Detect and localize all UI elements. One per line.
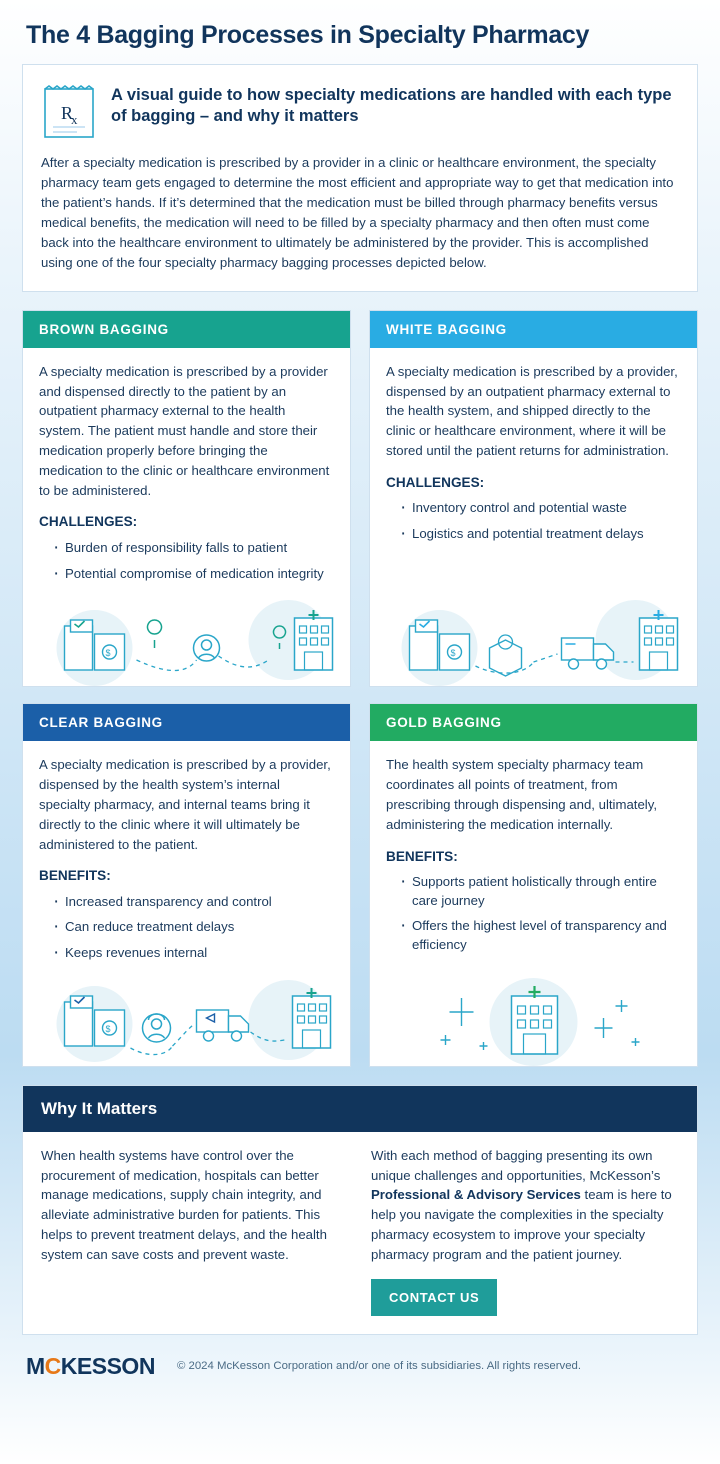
- card-white-bagging: [369, 310, 698, 687]
- why-it-matters-title: Why It Matters: [23, 1086, 697, 1132]
- why-it-matters-card: [22, 1085, 698, 1335]
- logo-rest: KESSON: [60, 1352, 155, 1379]
- card-white-description: A specialty medication is prescribed by a provider, dispensed by an outpatient pharmacy external to the health system, and shipped directly to the clinic or healthcare environment, where it will be stored until the patient returns for administration.: [386, 363, 678, 459]
- pharmacy-patient-hospital-illustration: [23, 590, 350, 686]
- list-item: · Inventory control and potential waste: [402, 499, 681, 518]
- card-gold-list-label: BENEFITS:: [386, 848, 458, 864]
- card-gold-list: [386, 873, 681, 955]
- svg-text:R: R: [61, 102, 74, 123]
- why-right-column: [371, 1146, 679, 1316]
- list-item: · Supports patient holistically through entire care journey: [402, 873, 681, 910]
- why-left-text: When health systems have control over the procurement of medication, hospitals can better manage medications, supply chain integrity, and alleviate administrative burden for patients. This helps to prevent treatment delays, and the health system can save costs and prevent waste.: [41, 1147, 327, 1262]
- card-white-title: WHITE BAGGING: [370, 311, 697, 348]
- why-it-matters-columns: [23, 1132, 697, 1334]
- pharmacy-staff-truck-hospital-illustration: [23, 970, 350, 1066]
- card-clear-title: CLEAR BAGGING: [23, 704, 350, 741]
- list-item: · Potential compromise of medication integrity: [55, 565, 334, 584]
- hospital-sparkles-illustration: [370, 970, 697, 1066]
- card-gold-title: GOLD BAGGING: [370, 704, 697, 741]
- list-item: · Can reduce treatment delays: [55, 918, 334, 937]
- card-brown-list-label: CHALLENGES:: [39, 514, 138, 530]
- card-gold-bagging: [369, 703, 698, 1067]
- list-item: · Increased transparency and control: [55, 893, 334, 912]
- card-clear-bagging: [22, 703, 351, 1067]
- why-right-text-post: team is here to help you navigate the complexities in the specialty pharmacy ecosystem to improve your specialty pharmacy program and the patient journey.: [371, 1187, 672, 1262]
- card-white-list: [386, 499, 681, 543]
- card-brown-title: BROWN BAGGING: [23, 311, 350, 348]
- card-brown-body: [23, 348, 350, 590]
- pharmacy-truck-hospital-illustration: [370, 590, 697, 686]
- rx-prescription-icon: [41, 83, 97, 141]
- bagging-cards-grid: [22, 310, 698, 1067]
- card-brown-list: [39, 539, 334, 583]
- card-gold-body: [370, 741, 697, 962]
- list-item: · Logistics and potential treatment delays: [402, 525, 681, 544]
- intro-header: [41, 81, 679, 141]
- footer: [22, 1335, 698, 1394]
- list-item: · Keeps revenues internal: [55, 944, 334, 963]
- intro-card: [22, 64, 698, 292]
- why-right-text-bold: Professional & Advisory Services: [371, 1187, 581, 1203]
- why-right-text-pre: With each method of bagging presenting its own unique challenges and opportunities, McKesson’s: [371, 1147, 661, 1183]
- card-gold-description: The health system specialty pharmacy team coordinates all points of treatment, from prescribing through dispensing and, ultimately, administering the medication internally.: [386, 757, 657, 832]
- card-clear-description: A specialty medication is prescribed by a provider, dispensed by the health system’s internal specialty pharmacy, and internal teams bring it directly to the clinic where it will ultimately be administered to the patient.: [39, 757, 331, 852]
- card-clear-list-label: BENEFITS:: [39, 868, 111, 884]
- svg-text:$: $: [105, 1023, 111, 1034]
- logo-c: C: [44, 1352, 61, 1379]
- mckesson-logo: [26, 1353, 155, 1380]
- logo-m: M: [26, 1352, 45, 1379]
- card-white-list-label: CHALLENGES:: [386, 474, 485, 490]
- svg-text:x: x: [71, 111, 78, 127]
- card-brown-bagging: [22, 310, 351, 687]
- page-title: The 4 Bagging Processes in Specialty Pharmacy: [26, 21, 590, 49]
- svg-text:$: $: [450, 648, 456, 659]
- card-brown-description: A specialty medication is prescribed by a provider and dispensed directly to the patient by an outpatient pharmacy external to the health system. The patient must handle and store their medication properly before bringing the medication to the clinic or healthcare environment to be administered.: [39, 363, 330, 498]
- list-item: · Burden of responsibility falls to patient: [55, 539, 334, 558]
- card-white-body: [370, 348, 697, 551]
- list-item: · Offers the highest level of transparency and efficiency: [402, 917, 681, 954]
- card-clear-list: [39, 893, 334, 963]
- svg-text:$: $: [105, 648, 111, 659]
- card-clear-body: [23, 741, 350, 970]
- intro-headline: A visual guide to how specialty medications are handled with each type of bagging – and why it matters: [111, 85, 672, 126]
- copyright-text: © 2024 McKesson Corporation and/or one of its subsidiaries. All rights reserved.: [176, 1360, 582, 1373]
- intro-body: After a specialty medication is prescribed by a provider in a clinic or healthcare environment, the specialty pharmacy team gets engaged to determine the most efficient and appropriate way to get that medication into the patient’s hands. If it’s determined that the medication must be billed through pharmacy benefits versus medical benefits, the medication will need to be filled by a specialty pharmacy and then often must come back into the healthcare environment to ultimately be administered by the provider. This is accomplished using one of the four specialty pharmacy bagging processes depicted below.: [41, 154, 674, 270]
- contact-us-button[interactable]: CONTACT US: [371, 1279, 497, 1316]
